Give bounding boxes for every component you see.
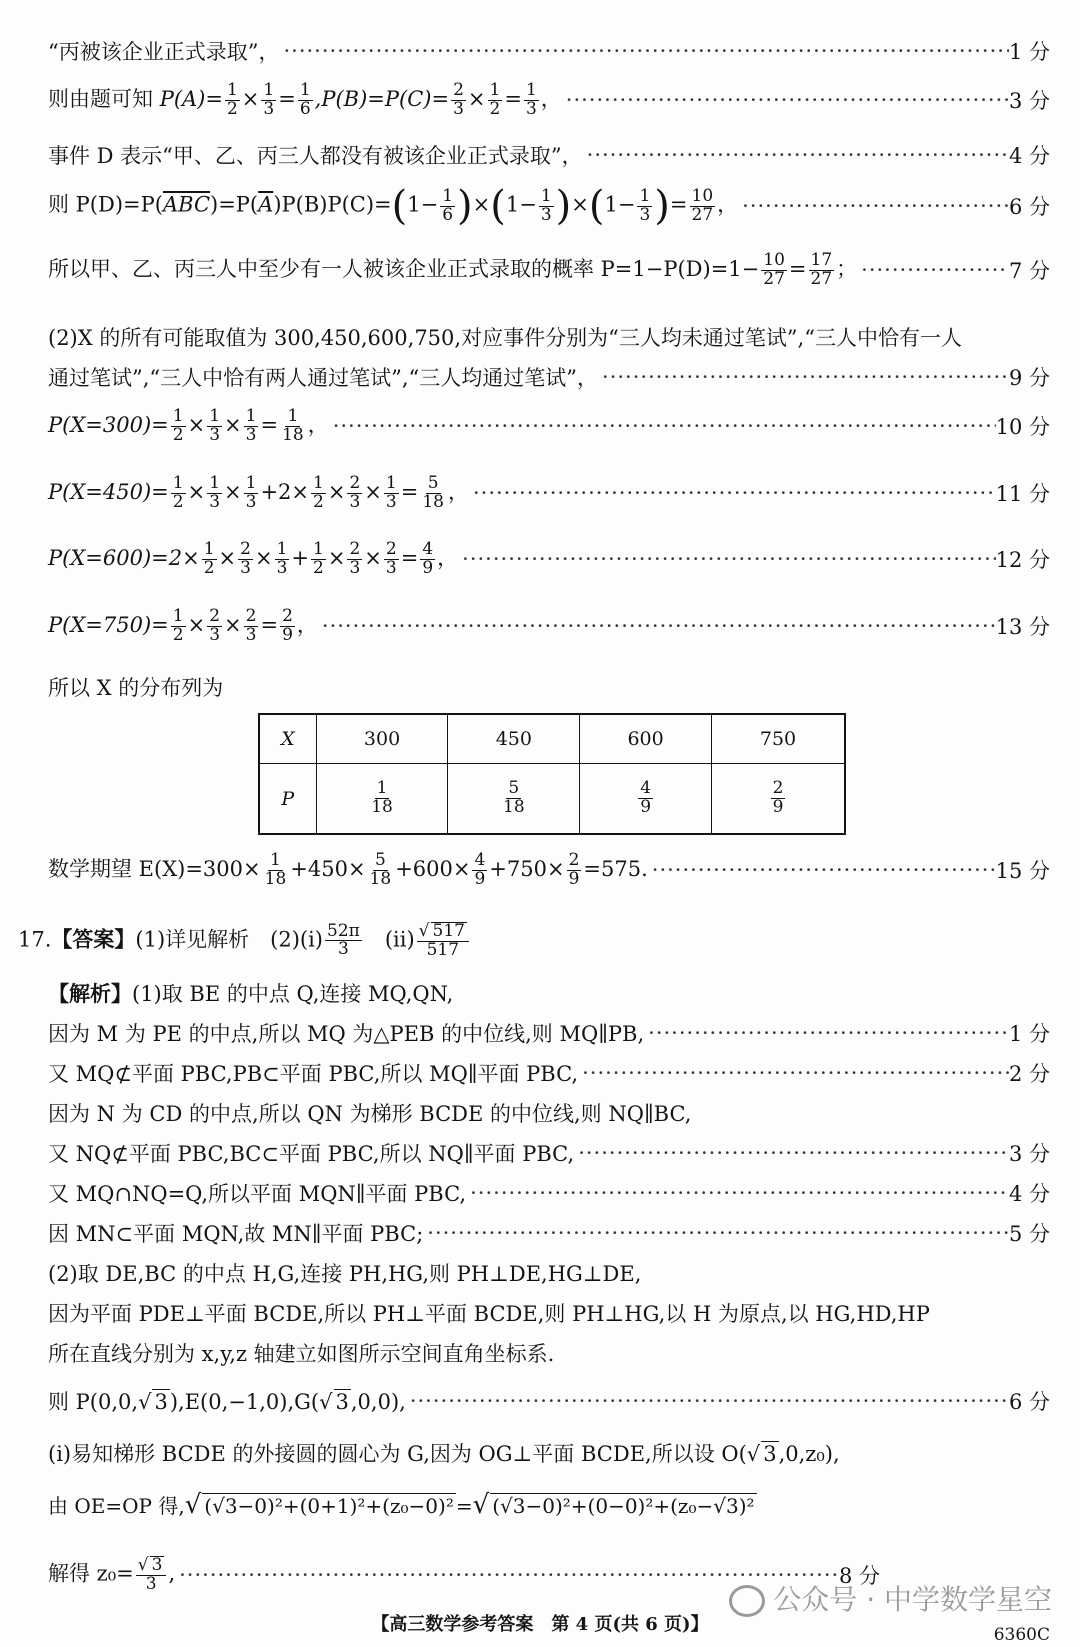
- table-cell: P: [259, 764, 316, 835]
- solution-line: 通过笔试”,“三人中恰有两人通过笔试”,“三人均通过笔试”， ····· 9 分: [48, 362, 1050, 392]
- score: 12 分: [995, 548, 1050, 573]
- solution-line: P(X=450)= $\frac{1}{2}$ × $\frac{1}{3}$ × $\frac{1}{3}$ +2× $\frac{1}{2}$ × $\frac{2}{3}$ × $\frac{1}{3}$ = $\frac{5}{18}$ ， ····· 11 分: [48, 475, 1050, 512]
- score: 10 分: [995, 415, 1050, 440]
- score: 5 分: [1008, 1222, 1050, 1246]
- solution-line: 则 $P(D)=P(\overline{ABC})=P(\overline{A})P(B)P(C)=(1-$ $\frac{1}{6}$ )×(1− $\frac{1}{3}$ )×(1− $\frac{1}{3}$ )= $\frac{10}{27}$ ， ····· 6 分: [48, 186, 1050, 226]
- analysis-tag: 【解析】: [48, 981, 132, 1006]
- table-cell: 300: [316, 714, 448, 764]
- document-code: 6360C: [993, 1625, 1050, 1645]
- score: 6 分: [1008, 1390, 1050, 1414]
- table-cell: $\frac{5}{18}$: [448, 764, 580, 835]
- page-footer: 【高三数学参考答案 第 4 页(共 6 页)】: [371, 1614, 709, 1635]
- score: 9 分: [1008, 366, 1050, 390]
- table-cell: $\frac{1}{18}$: [316, 764, 448, 835]
- solution-line: 因 MN⊂平面 MQN,故 MN∥平面 PBC; ····· 5 分: [48, 1218, 1050, 1248]
- solution-line: “丙被该企业正式录取”， ····· 1 分: [48, 36, 1050, 66]
- solution-line: 【解析】(1)取 BE 的中点 Q,连接 MQ,QN,: [48, 981, 454, 1006]
- solution-line: 因为 M 为 PE 的中点,所以 MQ 为△PEB 的中位线,则 MQ∥PB, ····· 1 分: [48, 1018, 1050, 1048]
- table-row: [259, 714, 845, 764]
- distribution-table: [258, 713, 846, 835]
- table-cell: X: [259, 714, 316, 764]
- solution-line: 则由题可知 P(A)= $\frac{1}{2}$ × $\frac{1}{3}$ = $\frac{1}{6}$ ,P(B)=P(C)= $\frac{2}{3}$ × $\frac{1}{2}$ = $\frac{1}{3}$ ， ····· 3 分: [48, 82, 1050, 119]
- score: 1 分: [1008, 1022, 1050, 1046]
- solution-line: (2)取 DE,BC 的中点 H,G,连接 PH,HG,则 PH⊥DE,HG⊥DE,: [48, 1262, 642, 1286]
- solution-line: 所以甲、乙、丙三人中至少有一人被该企业正式录取的概率 P=1−P(D)=1− $\frac{10}{27}$ = $\frac{17}{27}$ ； ····· 7 分: [48, 252, 1050, 289]
- solution-line: 数学期望 E(X)=300× $\frac{1}{18}$ +450× $\frac{5}{18}$ +600× $\frac{4}{9}$ +750× $\frac{2}{9}$ =575. ····· 15 分: [48, 852, 1050, 889]
- table-cell: 750: [712, 714, 846, 764]
- solution-line: (i)易知梯形 BCDE 的外接圆的圆心为 G,因为 OG⊥平面 BCDE,所以设 O(√ 3,0,z₀),: [48, 1442, 840, 1466]
- score: 7 分: [1008, 259, 1050, 284]
- solution-line: 又 NQ⊄平面 PBC,BC⊂平面 PBC,所以 NQ∥平面 PBC, ····· 3 分: [48, 1138, 1050, 1168]
- solution-line: 由 OE=OP 得,√ (√3−0)²+(0+1)²+(z₀−0)² =√ (√3−0)²+(0−0)²+(z₀−√3)²: [48, 1490, 755, 1520]
- solution-line: 又 MQ⊄平面 PBC,PB⊂平面 PBC,所以 MQ∥平面 PBC, ····· 2 分: [48, 1058, 1050, 1088]
- watermark: 公众号 · 中学数学星空: [729, 1578, 1052, 1618]
- solution-line: 事件 D 表示“甲、乙、丙三人都没有被该企业正式录取”， ····· 4 分: [48, 140, 1050, 170]
- table-cell: $\frac{4}{9}$: [580, 764, 712, 835]
- score: 15 分: [995, 859, 1050, 884]
- solution-line: 所以 X 的分布列为: [48, 676, 224, 700]
- solution-line: 因为平面 PDE⊥平面 BCDE,所以 PH⊥平面 BCDE,则 PH⊥HG,以 H 为原点,以 HG,HD,HP: [48, 1302, 930, 1326]
- table-cell: 600: [580, 714, 712, 764]
- score: 4 分: [1008, 1182, 1050, 1206]
- score: 1 分: [1008, 40, 1050, 64]
- solution-line: P(X=300)= $\frac{1}{2}$ × $\frac{1}{3}$ × $\frac{1}{3}$ = $\frac{1}{18}$ ， ····· 10 分: [48, 408, 1050, 445]
- table-row: [259, 764, 845, 835]
- solution-line: P(X=750)= $\frac{1}{2}$ × $\frac{2}{3}$ × $\frac{2}{3}$ = $\frac{2}{9}$ ， ····· 13 分: [48, 608, 1050, 645]
- score: 4 分: [1008, 144, 1050, 168]
- score: 13 分: [995, 615, 1050, 640]
- solution-line: 解得 z₀= $\frac{√ 3}{3}$ , ····· 8 分: [48, 1556, 880, 1594]
- solution-line: 则 P(0,0,√ 3),E(0,−1,0),G(√ 3,0,0), ····· 6 分: [48, 1386, 1050, 1416]
- solution-line: 所在直线分别为 x,y,z 轴建立如图所示空间直角坐标系.: [48, 1342, 555, 1366]
- score: 11 分: [995, 482, 1050, 507]
- table-cell: 450: [448, 714, 580, 764]
- answer-tag: 【答案】: [51, 926, 136, 952]
- score: 3 分: [1008, 89, 1050, 114]
- score: 8 分: [838, 1563, 880, 1588]
- solution-line: (2)X 的所有可能取值为 300,450,600,750,对应事件分别为“三人均未通过笔试”,“三人中恰有一人: [48, 326, 962, 350]
- score: 6 分: [1008, 195, 1050, 219]
- solution-line: P(X=600)=2× $\frac{1}{2}$ × $\frac{2}{3}$ × $\frac{1}{3}$ + $\frac{1}{2}$ × $\frac{2}{3}$ × $\frac{2}{3}$ = $\frac{4}{9}$ ， ····· 12 分: [48, 541, 1050, 578]
- score: 3 分: [1008, 1142, 1050, 1166]
- solution-line: 又 MQ∩NQ=Q,所以平面 MQN∥平面 PBC, ····· 4 分: [48, 1178, 1050, 1208]
- score: 2 分: [1008, 1062, 1050, 1086]
- answer-line: 17.【答案】(1)详见解析 (2)(i) $\frac{52\pi}{3}$ (ii) $\frac{√ 517}{517}$: [18, 922, 1050, 960]
- table-cell: $\frac{2}{9}$: [712, 764, 846, 835]
- solution-line: 因为 N 为 CD 的中点,所以 QN 为梯形 BCDE 的中位线,则 NQ∥BC,: [48, 1102, 692, 1126]
